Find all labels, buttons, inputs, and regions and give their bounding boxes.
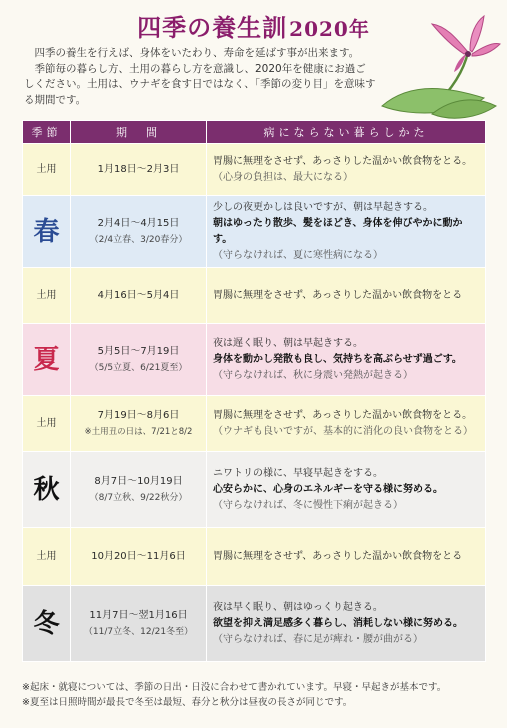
header-season: 季節	[23, 121, 71, 144]
season-cell: 土用	[23, 144, 71, 196]
period-cell	[71, 586, 207, 662]
footnote: ※夏至は日照時間が最長で冬至は最短、春分と秋分は昼夜の長さが同じです。	[22, 697, 353, 708]
advice-bold: 心安らかに、心身のエネルギーを守る様に努める。	[213, 483, 443, 495]
period-text: 10月20日～11月6日	[91, 550, 186, 562]
period-text: 11月7日～翌1月16日	[89, 609, 188, 621]
advice-bold: 欲望を抑え満足感多く暮らし、消耗しない様に努める。	[213, 617, 463, 629]
period-cell	[71, 144, 207, 196]
period-sub: （5/5立夏、6/21夏至）	[89, 362, 188, 373]
period-cell	[71, 196, 207, 268]
footnotes	[22, 680, 492, 710]
advice-line: 夜は早く眠り、朝はゆっくり起きる。	[213, 601, 383, 613]
advice-line: ニワトリの様に、早寝早起きをする。	[213, 467, 383, 479]
advice-note: （心身の負担は、最大になる）	[213, 171, 353, 183]
page-title	[137, 8, 370, 43]
advice-note: （守らなければ、冬に慢性下痢が起きる）	[213, 499, 403, 511]
period-sub: （2/4立春、3/20春分）	[89, 234, 188, 245]
period-sub: （11/7立冬、12/21冬至）	[83, 626, 194, 637]
season-cell: 土用	[23, 396, 71, 452]
table-row	[23, 324, 486, 396]
advice-line: 少しの夜更かしは良いですが、朝は早起きする。	[213, 201, 433, 213]
period-cell	[71, 452, 207, 528]
lifestyle-cell	[207, 268, 486, 324]
table-header-row	[23, 121, 486, 144]
season-cell: 土用	[23, 268, 71, 324]
lifestyle-cell	[207, 528, 486, 586]
advice-line: 胃腸に無理をさせず、あっさりした温かい飲食物をとる	[213, 289, 463, 301]
table-row	[23, 144, 486, 196]
table-row	[23, 452, 486, 528]
season-cell: 秋	[23, 452, 71, 528]
table-row	[23, 196, 486, 268]
season-cell: 土用	[23, 528, 71, 586]
period-cell	[71, 528, 207, 586]
advice-line: 胃腸に無理をさせず、あっさりした温かい飲食物をとる。	[213, 155, 473, 167]
intro-text	[24, 46, 376, 108]
lifestyle-cell	[207, 586, 486, 662]
period-cell	[71, 396, 207, 452]
advice-note: （ウナギも良いですが、基本的に消化の良い食物をとる）	[213, 425, 473, 437]
intro-paragraph: 季節毎の暮らし方、土用の暮らし方を意識し、2020年を健康にお過ごしください。土用は、ウナギを食す日ではなく、「季節の変り目」を意味する期間です。	[24, 62, 376, 106]
period-text: 4月16日～5月4日	[97, 289, 180, 301]
lifestyle-cell	[207, 396, 486, 452]
period-text: 8月7日～10月19日	[94, 475, 183, 487]
table-row	[23, 268, 486, 324]
header-period: 期 間	[71, 121, 207, 144]
lifestyle-cell	[207, 196, 486, 268]
period-text: 1月18日～2月3日	[97, 163, 180, 175]
advice-note: （守らなければ、夏に寒性病になる）	[213, 249, 383, 261]
title-text: 四季の養生訓	[137, 13, 288, 42]
period-cell	[71, 268, 207, 324]
season-cell: 冬	[23, 586, 71, 662]
period-sub: （8/7立秋、9/22秋分）	[89, 492, 188, 503]
advice-note: （守らなければ、春に足が痺れ・腰が曲がる）	[213, 633, 423, 645]
period-sub: ※土用丑の日は、7/21と8/2	[84, 426, 193, 437]
intro-paragraph: 四季の養生を行えば、身体をいたわり、寿命を延ばす事が出来ます。	[34, 47, 360, 59]
advice-bold: 朝はゆったり散歩、髪をほどき、身体を伸びやかに動かす。	[213, 217, 463, 245]
season-cell: 夏	[23, 324, 71, 396]
header-lifestyle: 病にならない暮らしかた	[207, 121, 486, 144]
lifestyle-cell	[207, 324, 486, 396]
period-text: 5月5日～7月19日	[97, 345, 180, 357]
advice-line: 胃腸に無理をさせず、あっさりした温かい飲食物をとる。	[213, 409, 473, 421]
table-row	[23, 586, 486, 662]
title-year: 2020年	[289, 17, 370, 41]
period-cell	[71, 324, 207, 396]
seasons-table	[22, 120, 486, 662]
lifestyle-cell	[207, 144, 486, 196]
advice-line: 夜は遅く眠り、朝は早起きする。	[213, 337, 363, 349]
advice-bold: 身体を動かし発散も良し、気持ちを高ぶらせず過ごす。	[213, 353, 462, 365]
period-text: 2月4日～4月15日	[97, 217, 180, 229]
flower-illustration-icon	[372, 10, 502, 130]
table-row	[23, 528, 486, 586]
season-cell: 春	[23, 196, 71, 268]
period-text: 7月19日～8月6日	[97, 409, 180, 421]
advice-line: 胃腸に無理をさせず、あっさりした温かい飲食物をとる	[213, 550, 463, 562]
footnote: ※起床・就寝については、季節の日出・日没に合わせて書かれています。早寝・早起きが基本です。	[22, 682, 447, 693]
advice-note: （守らなければ、秋に身震い発熱が起きる）	[213, 369, 413, 381]
lifestyle-cell	[207, 452, 486, 528]
table-row	[23, 396, 486, 452]
